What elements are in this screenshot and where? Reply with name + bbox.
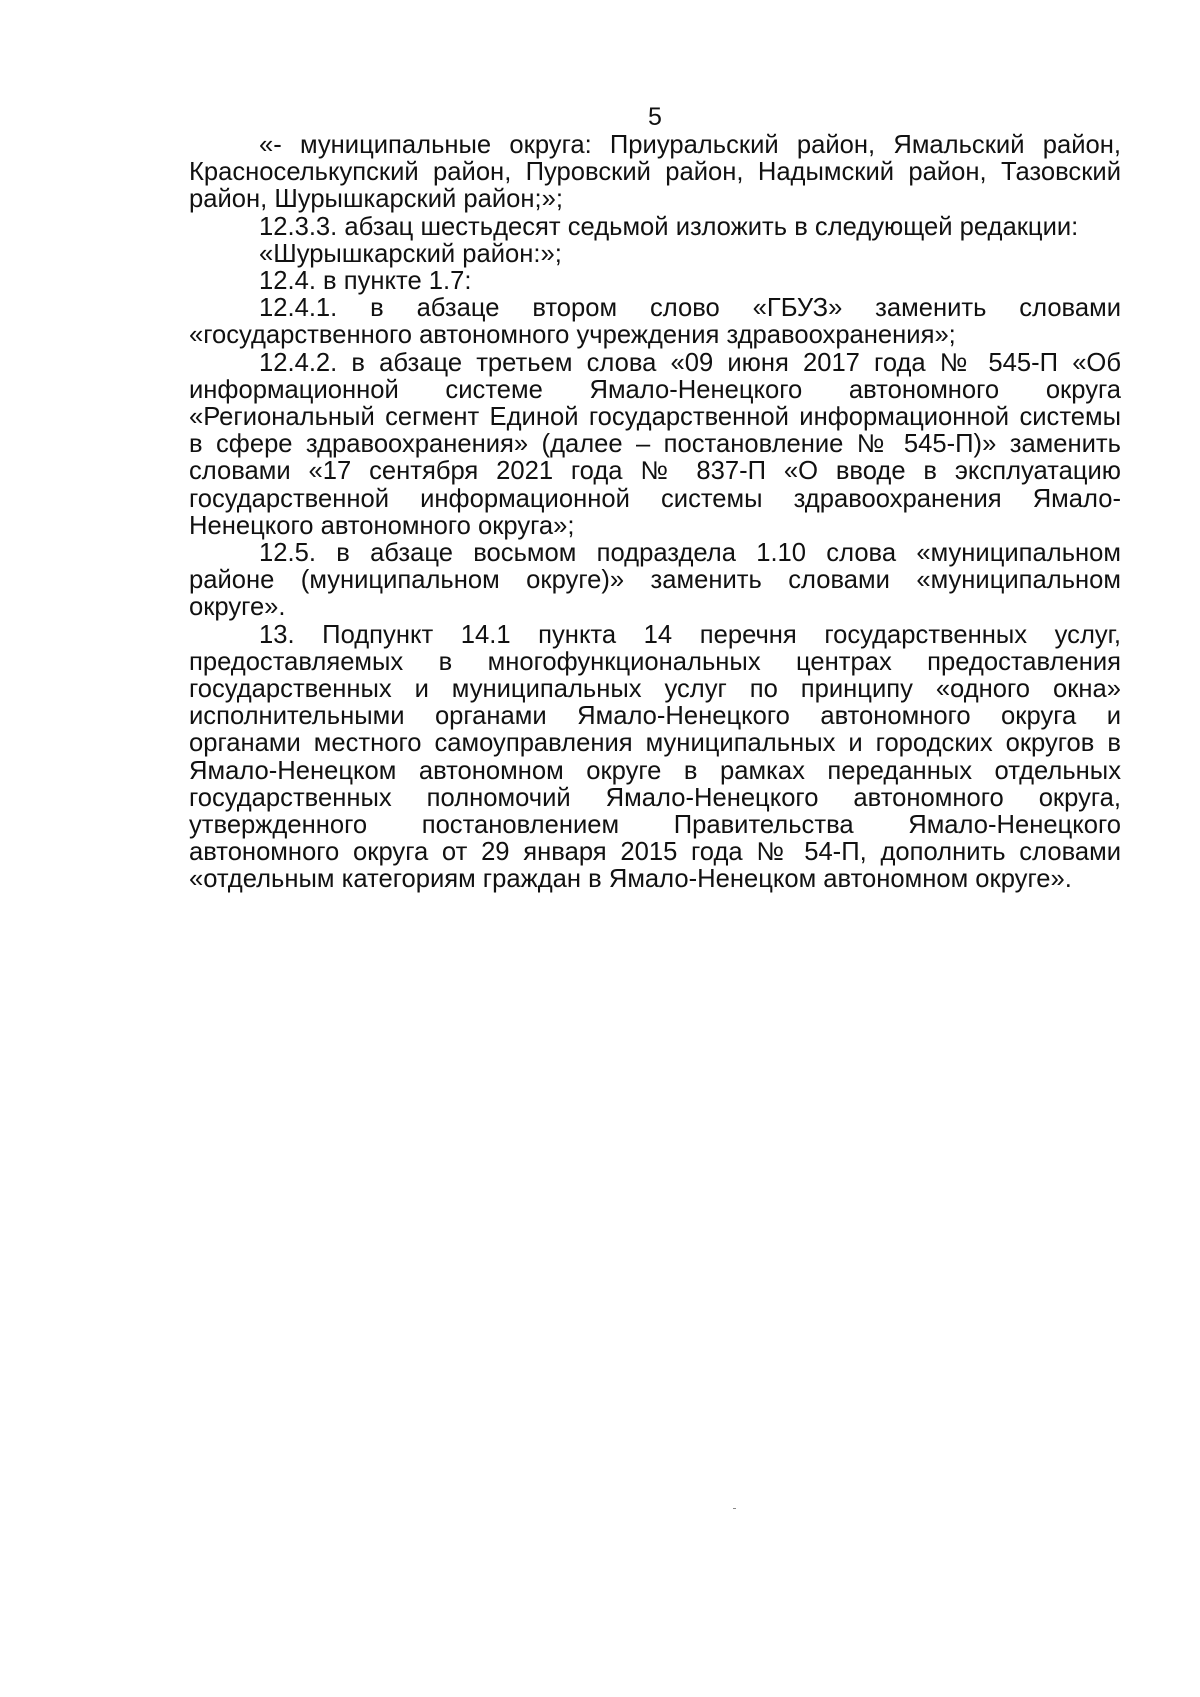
paragraph-12-4-2: 12.4.2. в абзаце третьем слова «09 июня 2017 года № 545-П «Об информационной системе Ямало-Ненецкого автономного округа «Региональный сегмент Единой государственной информационной системы в сфере здравоохранения» (далее – постановление № 545-П)» заменить словами «17 сентября 2021 года № 837-П «О вводе в эксплуатацию государственной информационной системы здравоохранения Ямало-Ненецкого автономного округа»;	[189, 348, 1121, 540]
page-number: 5	[648, 103, 662, 131]
paragraph-municipal-districts: «- муниципальные округа: Приуральский район, Ямальский район, Красноселькупский район, Пуровский район, Надымский район, Тазовский район, Шурышкарский район;»;	[189, 131, 1121, 214]
paragraph-shuryshkarsky: «Шурышкарский район:»;	[259, 239, 562, 268]
paragraph-12-4-1: 12.4.1. в абзаце втором слово «ГБУЗ» заменить словами «государственного автономного учреждения здравоохранения»;	[189, 294, 1121, 350]
document-body	[189, 132, 1121, 894]
paragraph-13: 13. Подпункт 14.1 пункта 14 перечня государственных услуг, предоставляемых в многофункциональных центрах предоставления государственных и муниципальных услуг по принципу «одного окна» исполнительными органами Ямало-Ненецкого автономного округа и органами местного самоуправления муниципальных и городских округов в Ямало-Ненецком автономном округе в рамках переданных отдельных государственных полномочий Ямало-Ненецкого автономного округа, утвержденного постановлением Правительства Ямало-Ненецкого автономного округа от 29 января 2015 года № 54-П, дополнить словами «отдельным категориям граждан в Ямало-Ненецком автономном округе».	[189, 620, 1121, 894]
scan-speck	[733, 1508, 736, 1509]
paragraph-12-4: 12.4. в пункте 1.7:	[259, 267, 472, 296]
paragraph-12-5: 12.5. в абзаце восьмом подраздела 1.10 слова «муниципальном районе (муниципальном округе)» заменить словами «муниципальном округе».	[189, 539, 1121, 622]
paragraph-12-3-3: 12.3.3. абзац шестьдесят седьмой изложить в следующей редакции:	[259, 212, 1079, 241]
